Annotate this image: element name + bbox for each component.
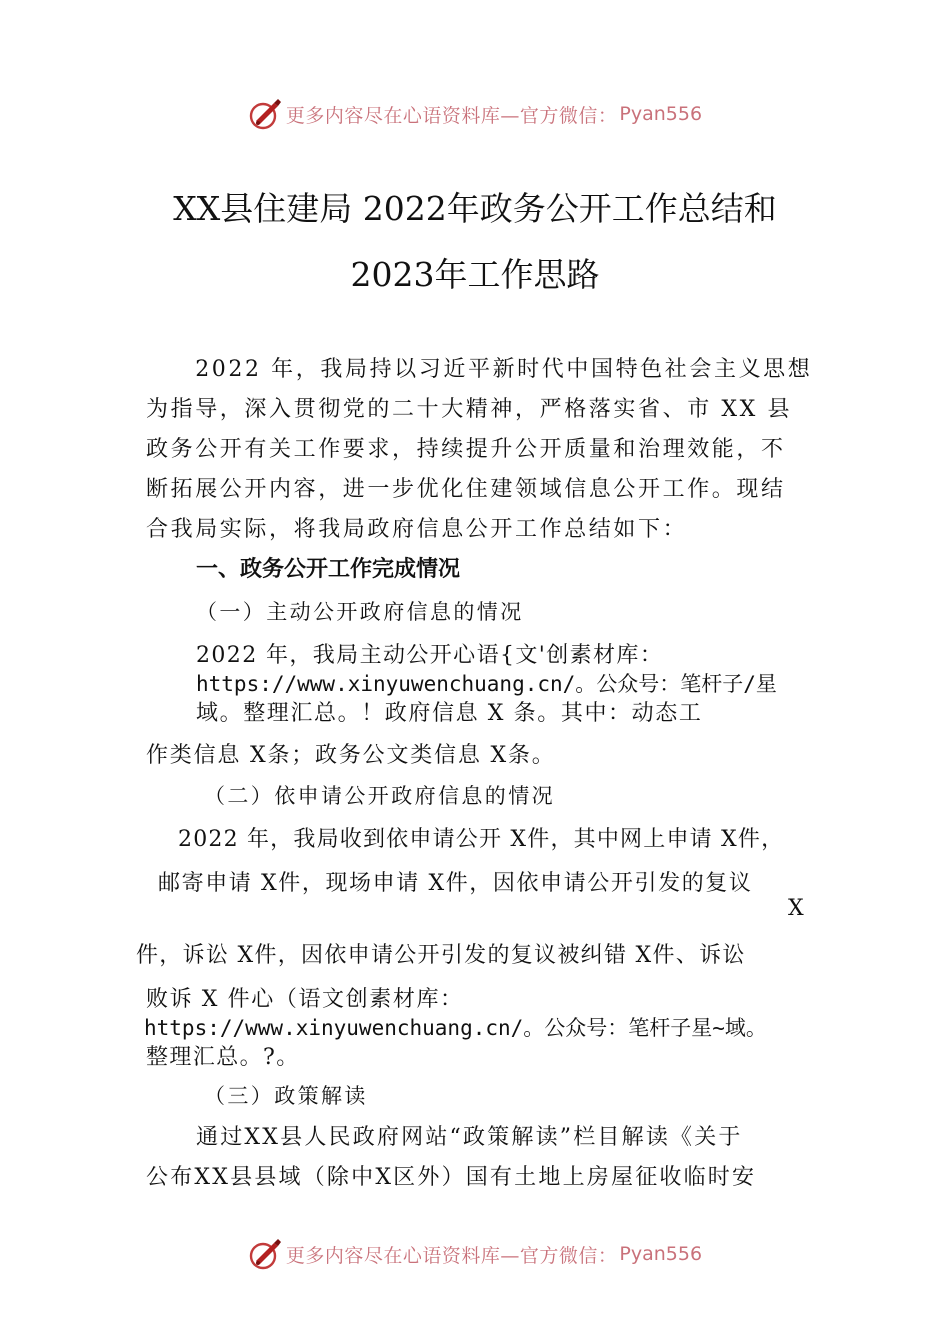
sub1-line-3: 域。整理汇总。！政府信息 X 条。其中：动态工 (196, 701, 703, 726)
subheading-2: （二）依申请公开政府信息的情况 (204, 784, 555, 808)
sub2-line-7: 整理汇总。?。 (146, 1045, 300, 1070)
sub2-line-4: 件，诉讼 X件，因依申请公开引发的复议被纠错 X件、诉讼 (136, 943, 746, 968)
subheading-3: （三）政策解读 (204, 1084, 368, 1108)
intro-line-3: 政务公开有关工作要求，持续提升公开质量和治理效能，不 (146, 437, 786, 462)
intro-line-5: 合我局实际，将我局政府信息公开工作总结如下： (146, 517, 688, 542)
document-title (0, 176, 950, 308)
intro-line-2: 为指导，深入贯彻党的二十大精神，严格落实省、市 XX 县 (146, 397, 793, 422)
sub1-line-1: 2022 年，我局主动公开心语{文'创素材库： (196, 643, 664, 668)
sub2-line-5: 败诉 X 件心（语文创素材库： (146, 987, 464, 1012)
red-pen-logo-icon (248, 97, 282, 131)
intro-line-4: 断拓展公开内容，进一步优化住建领域信息公开工作。现结 (146, 477, 786, 502)
intro-line-1: 2022 年，我局持以习近平新时代中国特色社会主义思想 (146, 357, 813, 382)
header-watermark-banner (0, 94, 950, 134)
sub1-line-2: https://www.xinyuwenchuang.cn/。公众号：笔杆子/星 (196, 672, 777, 696)
sub2-line-2: 邮寄申请 X件，现场申请 X件，因依申请公开引发的复议 (158, 871, 753, 896)
sub3-line-1: 通过XX县人民政府网站“政策解读”栏目解读《关于 (196, 1125, 743, 1150)
sub2-line-3: X (788, 896, 807, 921)
title-line-1: XX县住建局 2022年政务公开工作总结和 (173, 189, 777, 228)
subheading-1: （一）主动公开政府信息的情况 (196, 600, 524, 624)
section-heading-1: 一、政务公开工作完成情况 (196, 557, 461, 582)
banner-text: 更多内容尽在心语资料库—官方微信： (285, 104, 618, 127)
banner-wechat-id: Pyan556 (619, 1243, 703, 1265)
banner-text: 更多内容尽在心语资料库—官方微信： (285, 1244, 618, 1267)
banner-wechat-id: Pyan556 (619, 103, 703, 125)
sub2-line-1: 2022 年，我局收到依申请公开 X件，其中网上申请 X件， (178, 827, 785, 852)
sub3-line-2: 公布XX县县域（除中X区外）国有土地上房屋征收临时安 (146, 1165, 757, 1190)
sub1-line-4: 作类信息 X条；政务公文类信息 X条。 (146, 743, 556, 768)
title-line-2: 2023年工作思路 (350, 255, 600, 294)
red-pen-logo-icon (248, 1237, 282, 1271)
footer-watermark-banner (0, 1234, 950, 1274)
sub2-line-6: https://www.xinyuwenchuang.cn/。公众号：笔杆子星~域。 (144, 1016, 767, 1040)
